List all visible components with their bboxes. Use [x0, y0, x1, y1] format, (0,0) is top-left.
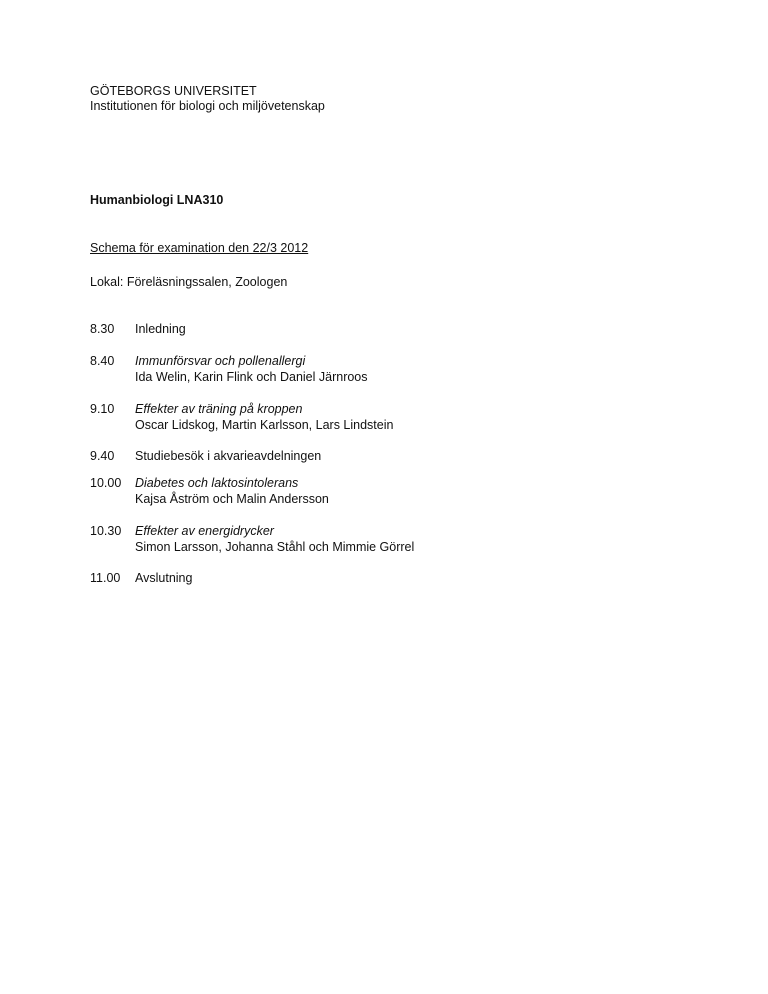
schedule-topic: Effekter av träning på kroppen: [135, 402, 303, 416]
schedule-title-plain: Studiebesök i akvarieavdelningen: [135, 449, 322, 463]
schedule-topic: Diabetes och laktosintolerans: [135, 476, 299, 490]
schedule-title-plain: Inledning: [135, 322, 186, 336]
schedule-presenters: Ida Welin, Karin Flink och Daniel Järnroos: [135, 370, 368, 384]
schedule-title-plain: Avslutning: [135, 571, 193, 585]
schedule-topic: Effekter av energidrycker: [135, 524, 274, 538]
course-title: Humanbiologi LNA310: [90, 193, 224, 207]
schedule-time: 11.00: [90, 571, 121, 585]
schedule-presenters: Simon Larsson, Johanna Ståhl och Mimmie Görrel: [135, 540, 415, 554]
schedule-time: 10.30: [90, 524, 122, 538]
schedule-presenters: Oscar Lidskog, Martin Karlsson, Lars Lindstein: [135, 418, 394, 432]
schedule-presenters: Kajsa Åström och Malin Andersson: [135, 492, 329, 506]
institution-name: Institutionen för biologi och miljövetenskap: [90, 99, 325, 113]
schedule-time: 9.40: [90, 449, 115, 463]
schedule-topic: Immunförsvar och pollenallergi: [135, 354, 306, 368]
schedule-time: 10.00: [90, 476, 122, 490]
schedule-time: 9.10: [90, 402, 115, 416]
schedule-title: Schema för examination den 22/3 2012: [90, 241, 309, 255]
location: Lokal: Föreläsningssalen, Zoologen: [90, 275, 288, 289]
schedule-time: 8.40: [90, 354, 115, 368]
schedule-time: 8.30: [90, 322, 115, 336]
university-name: GÖTEBORGS UNIVERSITET: [90, 84, 257, 98]
